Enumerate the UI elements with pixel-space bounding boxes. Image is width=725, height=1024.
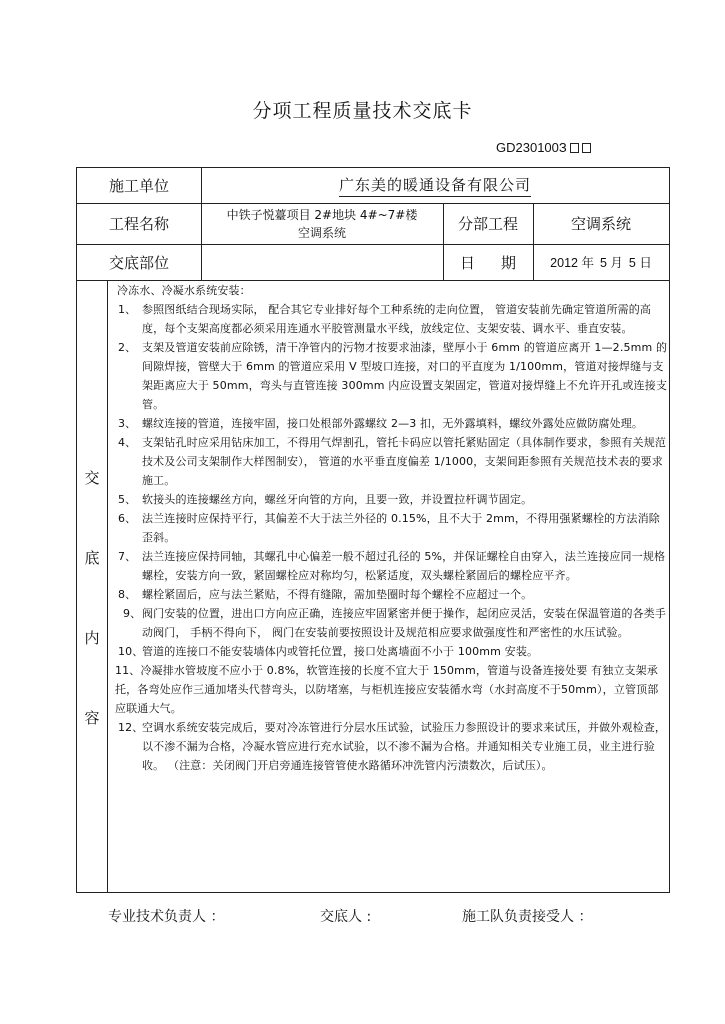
document-number: [496, 140, 591, 155]
item-text: 软接头的连接螺丝方向，螺丝牙向管的方向，且要一致，并设置拉杆调节固定。: [142, 493, 533, 506]
item-number: 12、: [118, 721, 144, 734]
item-text: 法兰连接应保持同轴，其螺孔中心偏差一般不超过孔径的 5%，并保证螺栓自由穿入，法兰连接应同一规格螺栓，安装方向一致，紧固螺栓应对称均匀，松紧适度，双头螺栓紧固后的螺栓应平齐。: [142, 550, 666, 582]
item-number: 7、: [118, 550, 137, 563]
item-number: 1、: [118, 303, 137, 316]
item-number: 6、: [118, 512, 137, 525]
section-label-char: 容: [84, 709, 100, 727]
list-item: [115, 604, 669, 642]
item-number: 2、: [118, 341, 137, 354]
item-number: 3、: [118, 417, 137, 430]
date-label: [443, 244, 533, 280]
date-label-char-2: 期: [501, 253, 517, 272]
section-label-char: 内: [84, 629, 100, 647]
receiver-signature: 施工队负责接受人 ：: [462, 909, 593, 925]
item-text: 冷凝排水管坡度不应小于 0.8%，软管连接的长度不宜大于 150mm，管道与设备连接处要 有独立支架承托，各弯处应作三通加堵头代替弯头，以防堵塞，与柜机连接应安装循水弯（水封高度不于50mm），立管顶部应联通大气。: [115, 664, 659, 715]
item-text: 空调水系统安装完成后，要对冷冻管进行分层水压试验，试验压力参照设计的要求来试压，并做外观检查，以不渗不漏为合格，冷凝水管应进行充水试验，以不渗不漏为合格。并通知相关专业施工员，业主进行验收。 （注意：关闭阀门开启旁通连接管管使水路循环冲洗管内污渍数次，后试压）。: [142, 721, 667, 772]
subproject-label: 分部工程: [457, 215, 518, 233]
list-item: [115, 300, 669, 338]
section-label-char: 底: [84, 549, 100, 567]
date-label-char-1: 日: [459, 253, 475, 272]
project-value: [201, 203, 443, 244]
unit-label: 施工单位: [108, 177, 169, 195]
subproject-value: 空调系统: [570, 215, 631, 233]
item-number: 5、: [118, 493, 137, 506]
item-text: 螺纹连接的管道，连接牢固，接口处根部外露螺纹 2—3 扣，无外露填料，螺纹外露处应做防腐处理。: [142, 417, 644, 430]
item-text: 螺栓紧固后，应与法兰紧贴，不得有缝隙，需加垫圈时每个螺栓不应超过一个。: [142, 588, 533, 601]
disclosure-form: [76, 167, 670, 893]
item-text: 阀门安装的位置，进出口方向应正确，连接应牢固紧密并便于操作，起闭应灵活，安装在保温管道的各类手动阀门， 手柄不得向下， 阀门在安装前要按照设计及规范相应要求做强度性和严密性的水压试验。: [142, 607, 667, 639]
item-text: 参照图纸结合现场实际， 配合其它专业排好每个工种系统的走向位置， 管道安装前先确定管道所需的高度，每个支架高度都必须采用连通水平胶管测量水平线，放线定位、支架安装、调水平、垂直安装。: [142, 303, 652, 335]
list-item: [115, 490, 669, 509]
item-number: 4、: [118, 436, 137, 449]
location-label: 交底部位: [108, 253, 169, 272]
checkbox-square-icon: [570, 143, 579, 153]
document-number-text: GD230100З: [496, 140, 567, 155]
content-heading: 冷冻水、冷凝水系统安装：: [117, 284, 251, 297]
date-value: [533, 244, 669, 280]
location-value: [201, 244, 443, 280]
checkbox-square-icon: [582, 143, 591, 153]
item-number: 8、: [118, 588, 137, 601]
item-text: 支架钻孔时应采用钻床加工，不得用气焊割孔，管托卡码应以管托紧贴固定（具体制作要求，参照有关规范技术及公司支架制作大样图制安）， 管道的水平垂直度偏差 1/1000，支架间距参照有关规范技术表的要求施工。: [142, 436, 667, 487]
date-month: 5 月: [599, 256, 623, 270]
date-day: 5 日: [628, 256, 652, 270]
item-number: 10、: [118, 645, 144, 658]
project-value-line2: 空调系统: [297, 225, 346, 240]
list-item: [115, 585, 669, 604]
discloser-signature: 交底人 :: [320, 909, 372, 925]
date-year: 2012 年: [550, 256, 594, 270]
item-number: 11、: [115, 664, 141, 677]
list-item: [115, 642, 669, 661]
content-section-label: [77, 438, 107, 758]
item-text: 支架及管道安装前应除锈，清干净管内的污物才按要求油漆，壁厚小于 6mm 的管道应离开 1—2.5mm 的间隙焊接，管壁大于 6mm 的管道应采用 V 型坡口连接，对口的平直度为 1/100mm，管道对接焊缝与支架距离应大于 50mm，弯头与直管连接 300mm 内应设置支架固定，管道对接焊缝上不允许开孔或连接支管。: [142, 341, 668, 411]
item-text: 管道的连接口不能安装墙体内或管托位置，接口处离墙面不小于 100mm 安装。: [142, 645, 539, 658]
item-text: 法兰连接时应保持平行，其偏差不大于法兰外径的 0.15%，且不大于 2mm，不得用强紧螺栓的方法消除歪斜。: [142, 512, 660, 544]
document-title: 分项工程质量技术交底卡: [252, 100, 473, 122]
list-item: [115, 661, 669, 718]
project-value-line1: 中铁子悦薹项目 2#地块 4#~7#楼: [226, 207, 418, 222]
list-item: [115, 718, 669, 775]
list-item: [115, 338, 669, 414]
list-item: [115, 547, 669, 585]
tech-lead-signature: 专业技术负责人 ：: [108, 909, 225, 925]
disclosure-content: [115, 281, 669, 775]
list-item: [115, 433, 669, 490]
company-name: 广东美的暖通设备有限公司: [339, 174, 531, 197]
project-label: 工程名称: [108, 215, 169, 233]
item-number: 9、: [123, 607, 142, 620]
list-item: [115, 414, 669, 433]
unit-value: [201, 168, 669, 203]
section-label-char: 交: [84, 469, 100, 487]
list-item: [115, 509, 669, 547]
